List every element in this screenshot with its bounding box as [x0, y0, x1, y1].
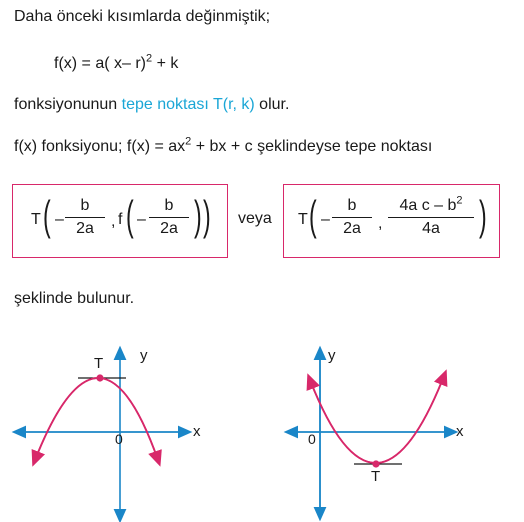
box1-fraction-1 — [65, 197, 105, 238]
box1-minus-2: – — [137, 211, 146, 228]
box2-fraction-2 — [388, 194, 474, 238]
sentence2-pre: fonksiyonunun — [14, 96, 122, 113]
veya-text: veya — [238, 210, 272, 227]
sentence3-exponent: 2 — [185, 135, 192, 148]
right-vertex-point — [372, 460, 379, 467]
box1-den-1: 2a — [76, 220, 94, 237]
vertex-form-formula — [54, 52, 179, 73]
formula1-text: f(x) = a( x– r) — [54, 55, 147, 72]
box1-den-2: 2a — [160, 220, 178, 237]
formula1-tail: + k — [152, 55, 179, 72]
box2-close-paren: ) — [479, 192, 487, 239]
vertex-formula-box-1 — [12, 184, 228, 258]
vertex-formula-box-2 — [283, 184, 500, 258]
right-x-label: x — [456, 423, 464, 440]
left-origin-label: 0 — [115, 431, 123, 447]
conclusion-text: şeklinde bulunur. — [14, 290, 135, 307]
vertex-sentence — [14, 96, 289, 114]
upward-parabola-graph — [280, 340, 480, 522]
box2-num-1: b — [332, 197, 372, 218]
sentence2-post: olur. — [254, 96, 290, 113]
box2-fraction-1 — [332, 197, 372, 238]
left-vertex-point — [96, 374, 103, 381]
box1-f: f — [118, 211, 123, 228]
formula1-exponent: 2 — [146, 52, 153, 65]
box2-num-2-exp: 2 — [456, 194, 463, 207]
sentence3-pre: f(x) fonksiyonu; f(x) = ax — [14, 138, 186, 155]
left-vertex-label: T — [94, 355, 104, 372]
box1-close-paren: ) — [203, 192, 211, 239]
box1-num-1: b — [65, 197, 105, 218]
box2-den-1: 2a — [343, 220, 361, 237]
box1-close-paren-2: ) — [194, 192, 202, 239]
box2-open-paren: ( — [309, 192, 317, 239]
box1-num-2: b — [149, 197, 189, 218]
box2-T: T — [298, 211, 308, 228]
tepe-noktasi-highlight: tepe noktası T(r, k) — [121, 96, 255, 113]
box1-comma: , — [111, 213, 116, 230]
box2-num-2 — [388, 194, 474, 218]
downward-parabola-graph — [0, 340, 220, 522]
right-y-label: y — [328, 347, 336, 364]
box1-open-paren-2: ( — [126, 192, 134, 239]
left-y-label: y — [140, 347, 148, 364]
sentence3-post: + bx + c şeklindeyse tepe noktası — [191, 138, 433, 155]
box1-T: T — [31, 211, 41, 228]
left-x-label: x — [193, 423, 201, 440]
box1-fraction-2 — [149, 197, 189, 238]
right-origin-label: 0 — [308, 431, 316, 447]
box1-open-paren: ( — [43, 192, 51, 239]
intro-text: Daha önceki kısımlarda değinmiştik; — [14, 8, 271, 25]
box2-den-2: 4a — [422, 220, 440, 237]
box2-num-2-text: 4a c – b — [399, 197, 457, 214]
right-vertex-label: T — [371, 468, 381, 485]
box2-comma: , — [378, 215, 383, 232]
box1-minus-1: – — [55, 211, 64, 228]
standard-form-sentence — [14, 135, 433, 156]
box2-minus: – — [321, 211, 330, 228]
